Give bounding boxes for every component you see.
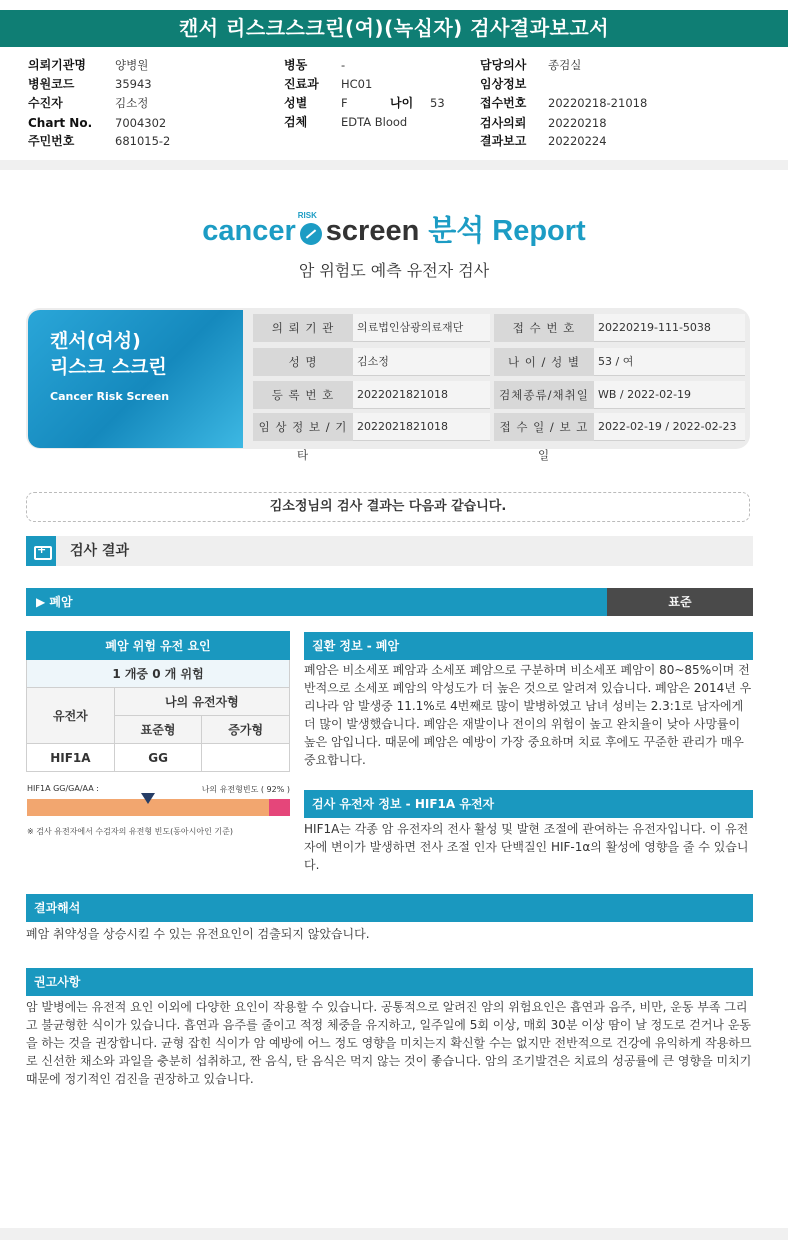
header-label: 의뢰기관명	[28, 58, 86, 72]
header-value: HC01	[341, 77, 373, 91]
col-std: 표준형	[114, 716, 202, 744]
info-label: 접 수 번 호	[494, 314, 594, 342]
freq-right-label: 나의 유전형빈도 ( 92% )	[201, 785, 290, 794]
gene-info-text: HIF1A는 각종 암 유전자의 전사 활성 및 발현 조절에 관여하는 유전자입니다. 이 유전자에 변이가 발생하면 전사 조절 인자 단백질인 HIF-1α의 활성에 영향을 줄 수 있습니다.	[304, 822, 749, 872]
header-label: 주민번호	[28, 134, 75, 148]
gene-name: HIF1A	[27, 744, 115, 772]
cancer-name-bar: ▶ 폐암	[26, 588, 607, 616]
product-title	[50, 328, 167, 380]
product-title-line1: 캔서(여성)	[50, 330, 141, 352]
result-banner: 김소정님의 검사 결과는 다음과 같습니다.	[26, 492, 750, 522]
header-value: 양병원	[115, 58, 149, 72]
product-title-line2: 리스크 스크린	[50, 356, 167, 378]
header-label: 검체	[284, 115, 308, 129]
header-label: 병원코드	[28, 77, 75, 91]
header-value: -	[341, 58, 346, 72]
product-title-en: Cancer Risk Screen	[50, 390, 170, 403]
frequency-note: ※ 검사 유전자에서 수검자의 유전형 빈도(동아시아인 기준)	[27, 827, 233, 836]
recommendation-text: 암 발병에는 유전적 요인 이외에 다양한 요인이 작용할 수 있습니다. 공통적으로 알려진 암의 위험요인은 흡연과 음주, 비만, 운동 부족 그리고 불균형한 식이가 있습니다. 흡연과 음주를 줄이고 적정 체중을 유지하고, 일주일에 5회 이상, 매회 30분 이상 땀이 날 정도로 걷거나 운동을 하는 것을 권장합니다. 균형 잡힌 식이가 암 예방에 어느 정도 영향을 미치는지 확신할 수는 없지만 전반적으로 건강에 유익하게 작용하므로 신선한 채소와 과일을 충분히 섭취하고, 짠 음식, 탄 음식은 먹지 않는 것이 좋습니다. 암의 조기발견은 치료의 성공률에 큰 영향을 미치기 때문에 정기적인 검진을 권장하고 있습니다.	[26, 1000, 752, 1086]
medical-folder-icon	[26, 536, 56, 566]
info-value: 2022021821018	[353, 381, 490, 409]
divider-strip	[0, 160, 788, 170]
col-inc: 증가형	[202, 716, 290, 744]
header-value: F	[341, 96, 348, 110]
header-value: 7004302	[115, 116, 167, 130]
brand-part2: screen	[325, 215, 420, 247]
frequency-marker-icon	[141, 793, 155, 804]
info-value: 김소정	[353, 348, 490, 376]
col-genotype: 나의 유전자형	[114, 688, 289, 716]
frequency-bar	[27, 799, 290, 816]
header-label: 수진자	[28, 96, 63, 110]
disease-info-title: 질환 정보 - 폐암	[304, 632, 753, 660]
header-value: 종검실	[548, 58, 582, 72]
header-label: 병동	[284, 58, 308, 72]
brand-part3: 분석 Report	[428, 215, 586, 247]
gene-table-title: 폐암 위험 유전 요인	[27, 632, 290, 660]
info-label: 검체종류/채취일	[494, 381, 594, 409]
info-row	[253, 413, 745, 462]
gene-info-title: 검사 유전자 정보 - HIF1A 유전자	[304, 790, 753, 818]
disease-info-text: 폐암은 비소세포 폐암과 소세포 폐암으로 구분하며 비소세포 폐암이 80~85%이며 전반적으로 소세포 폐암의 악성도가 더 높은 것으로 알려져 있습니다. 폐암은 2014년 우리나라 암 발생중 11.1%로 4번째로 많이 발병하였고 남녀 성비는 2.3:1로 남자에게 더 많이 발생했습니다. 폐암은 재발이나 전이의 위험이 높고 완치율이 낮아 사망률이 높은 암입니다. 때문에 폐암은 예방이 가장 중요하며 치료 후에도 꾸준한 관리가 매우 중요합니다.	[304, 663, 752, 767]
footer-strip	[0, 1228, 788, 1240]
recommendation-title: 권고사항	[26, 968, 753, 996]
info-value: 2022021821018	[353, 413, 490, 441]
cancer-status-badge: 표준	[607, 588, 753, 616]
info-label: 임 상 정 보 / 기 타	[253, 413, 353, 441]
info-label: 나 이 / 성 별	[494, 348, 594, 376]
info-value: 의료법인삼광의료재단	[353, 314, 490, 342]
section-header	[26, 536, 753, 566]
brand-logo	[0, 208, 788, 249]
info-value: WB / 2022-02-19	[594, 381, 745, 409]
table-row	[27, 744, 290, 772]
interpretation-text: 폐암 취약성을 상승시킬 수 있는 유전요인이 검출되지 않았습니다.	[26, 927, 370, 941]
report-title: 캔서 리스크스크린(여)(녹십자) 검사결과보고서	[0, 10, 788, 47]
header-value: EDTA Blood	[341, 115, 408, 129]
header-value: 20220224	[548, 134, 607, 148]
info-row	[253, 381, 745, 409]
info-value: 20220219-111-5038	[594, 314, 745, 342]
section-title: 검사 결과	[70, 543, 129, 559]
freq-left-label: HIF1A GG/GA/AA :	[27, 784, 99, 793]
target-icon	[297, 210, 322, 245]
info-label: 접 수 일 / 보 고 일	[494, 413, 594, 441]
gene-table-summary: 1 개중 0 개 위험	[27, 660, 290, 688]
col-gene: 유전자	[27, 688, 115, 744]
product-panel	[28, 310, 243, 448]
header-value: 20220218	[548, 116, 607, 130]
header-label: 결과보고	[480, 134, 527, 148]
header-label: 검사의뢰	[480, 116, 527, 130]
header-label: 성별	[284, 96, 308, 110]
brand-part1: cancer	[202, 215, 296, 247]
age-label: 나이	[390, 96, 414, 110]
info-label: 의 뢰 기 관	[253, 314, 353, 342]
info-row	[253, 314, 745, 342]
age-value: 53	[430, 96, 445, 110]
page-subtitle: 암 위험도 예측 유전자 검사	[298, 261, 490, 280]
header-value: 35943	[115, 77, 152, 91]
gene-std: GG	[114, 744, 202, 772]
header-label: 임상정보	[480, 77, 527, 91]
gene-inc	[202, 744, 290, 772]
header-value: 681015-2	[115, 134, 171, 148]
header-value: 김소정	[115, 96, 149, 110]
info-row	[253, 348, 745, 376]
header-label: Chart No.	[28, 116, 93, 130]
interpretation-title: 결과해석	[26, 894, 753, 922]
info-label: 등 록 번 호	[253, 381, 353, 409]
info-label: 성 명	[253, 348, 353, 376]
header-value: 20220218-21018	[548, 96, 648, 110]
header-label: 진료과	[284, 77, 319, 91]
brand-risk: RISK	[297, 210, 317, 220]
info-value: 53 / 여	[594, 348, 745, 376]
frequency-bar-rest	[269, 799, 290, 816]
info-value: 2022-02-19 / 2022-02-23	[594, 413, 745, 441]
header-label: 담당의사	[480, 58, 527, 72]
gene-risk-table	[26, 631, 290, 772]
header-label: 접수번호	[480, 96, 527, 110]
